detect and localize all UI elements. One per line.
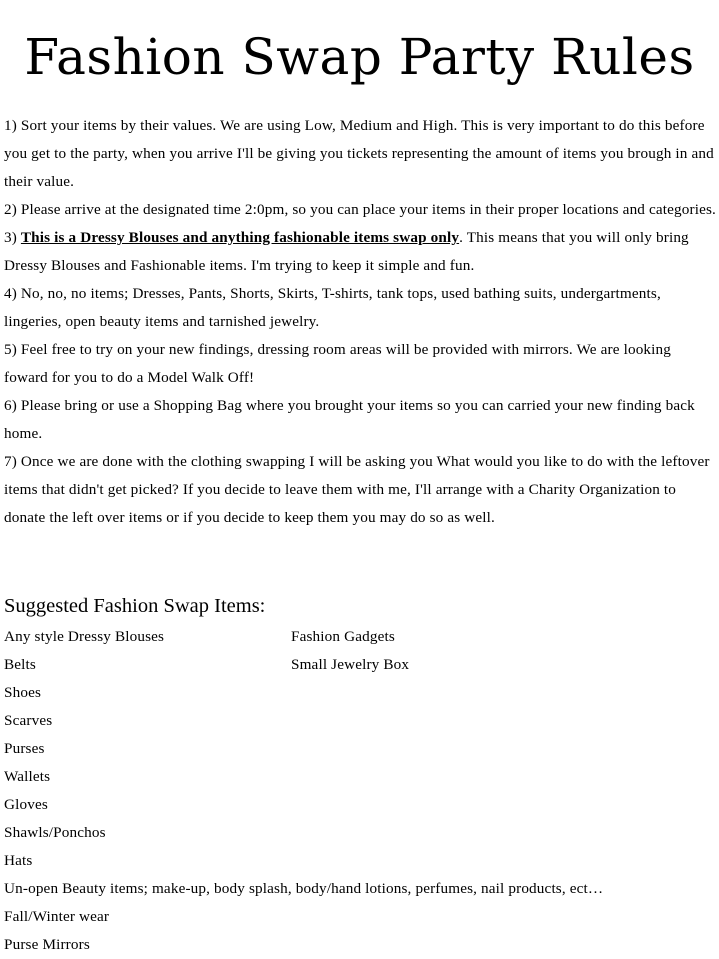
rule-text-continued: . This means that you will only bring Dressy Blouses and Fashionable items. I'm trying to keep it simple and fun. bbox=[4, 229, 689, 274]
items-column-right bbox=[291, 623, 711, 679]
rule-emphasis: This is a Dressy Blouses and anything fashionable items swap only bbox=[20, 229, 460, 246]
rule-text: 3) bbox=[4, 229, 21, 246]
rule-6 bbox=[4, 392, 716, 448]
rule-7 bbox=[4, 448, 716, 532]
list-item: Fashion Gadgets bbox=[291, 628, 395, 645]
rule-text: 1) Sort your items by their values. We are using Low, Medium and High. This is very important to do this before you get to the party, when you arrive I'll be giving you tickets representing the amount of items you brough in and their value. bbox=[4, 117, 714, 190]
list-item: Shawls/Ponchos bbox=[4, 824, 106, 841]
list-item: Any style Dressy Blouses bbox=[4, 628, 165, 645]
rule-1 bbox=[4, 112, 716, 196]
page-title: Fashion Swap Party Rules bbox=[24, 28, 695, 86]
rule-text: 5) Feel free to try on your new findings, dressing room areas will be provided with mirrors. We are looking foward for you to do a Model Walk Off! bbox=[4, 341, 672, 386]
rule-2 bbox=[4, 196, 716, 224]
rules-list bbox=[4, 112, 716, 532]
suggested-items-heading: Suggested Fashion Swap Items: bbox=[4, 595, 266, 617]
rule-3 bbox=[4, 224, 716, 280]
rule-text: 2) Please arrive at the designated time 2:0pm, so you can place your items in their proper locations and categories. bbox=[4, 201, 717, 218]
list-item: Purses bbox=[4, 740, 45, 757]
list-item: Hats bbox=[4, 852, 33, 869]
list-item: Purse Mirrors bbox=[4, 936, 90, 953]
list-item: Wallets bbox=[4, 768, 51, 785]
rule-text: 7) Once we are done with the clothing swapping I will be asking you What would you like to do with the leftover items that didn't get picked? If you decide to leave them with me, I'll arrange with a Charity Organization to donate the left over items or if you decide to keep them you may do so as well. bbox=[4, 453, 710, 526]
rule-4 bbox=[4, 280, 716, 336]
list-item: Small Jewelry Box bbox=[291, 656, 410, 673]
list-item: Shoes bbox=[4, 684, 42, 701]
list-item: Fall/Winter wear bbox=[4, 908, 110, 925]
list-item: Un-open Beauty items; make-up, body splash, body/hand lotions, perfumes, nail products, ect… bbox=[4, 880, 604, 897]
rule-5 bbox=[4, 336, 716, 392]
list-item: Gloves bbox=[4, 796, 48, 813]
list-item: Scarves bbox=[4, 712, 53, 729]
list-item: Belts bbox=[4, 656, 36, 673]
rule-text: 6) Please bring or use a Shopping Bag where you brought your items so you can carried your new finding back home. bbox=[4, 397, 695, 442]
rule-text: 4) No, no, no items; Dresses, Pants, Shorts, Skirts, T-shirts, tank tops, used bathing suits, undergartments, lingeries, open beauty items and tarnished jewelry. bbox=[4, 285, 661, 330]
